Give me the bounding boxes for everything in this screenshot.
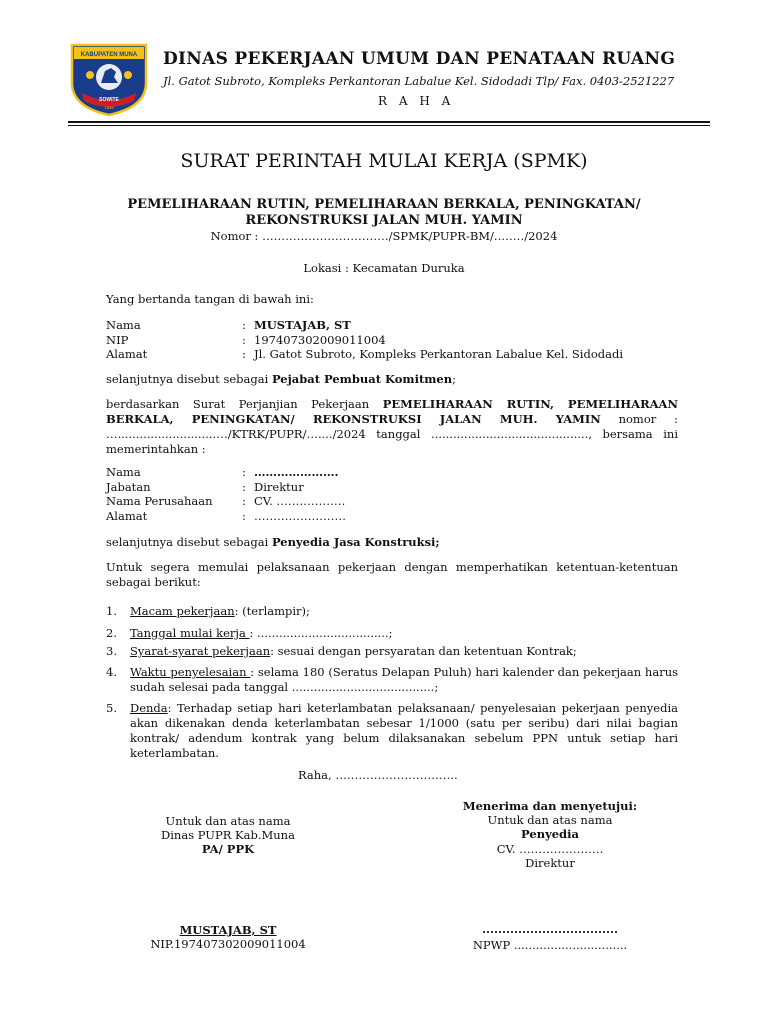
item-sep: :	[270, 644, 274, 658]
intro-text: Yang bertanda tangan di bawah ini:	[106, 292, 314, 306]
party1-nip-value: 197407302009011004	[254, 333, 386, 347]
party1-reference	[106, 372, 456, 387]
item-head: Macam pekerjaan	[130, 604, 235, 618]
sign-right-line3: CV. ………………….	[496, 842, 604, 856]
item-tanggal-mulai	[130, 626, 678, 641]
letterhead-rule-thick	[68, 121, 710, 123]
sign-right-line1: Untuk dan atas nama	[487, 813, 613, 827]
item-head: Syarat-syarat pekerjaan	[130, 644, 271, 658]
logo-bottom-text: SOWITE	[99, 97, 119, 103]
party2-name-label: Nama	[106, 465, 141, 479]
instruction-paragraph: Untuk segera memulai pelaksanaan pekerjaan dengan memperhatikan ketentuan-ketentuan sebagai berikut:	[106, 560, 678, 589]
item-text: ....................................;	[253, 626, 393, 640]
item-sep: :	[234, 604, 239, 618]
basis-contract-title: PEMELIHARAAN RUTIN, PEMELIHARAAN BERKALA, PENINGKATAN/ REKONSTRUKSI JALAN MUH. YAMIN	[106, 397, 678, 426]
sign-right-npwp: NPWP ...............................	[472, 938, 628, 952]
party2-company-value: CV. ………………	[254, 494, 346, 508]
sign-left-nip: NIP.197407302009011004	[150, 937, 306, 951]
item-text: selama 180 (Seratus Delapan Puluh) hari kalender dan pekerjaan harus sudah selesai pada tanggal .......................................;	[130, 665, 679, 694]
agency-address: Jl. Gatot Subroto, Kompleks Perkantoran Labalue Kel. Sidodadi Tlp/ Fax. 0403-2521227	[163, 74, 675, 88]
party1-address-value: Jl. Gatot Subroto, Kompleks Perkantoran Labalue Kel. Sidodadi	[254, 347, 624, 361]
sign-right-name: ..................................	[481, 922, 619, 936]
regency-logo	[68, 41, 150, 117]
sign-left-name: MUSTAJAB, ST	[179, 923, 277, 937]
item-head: Waktu penyelesaian	[130, 665, 251, 679]
sign-left-line2: Dinas PUPR Kab.Muna	[161, 828, 295, 842]
party2-company-label: Nama Perusahaan	[106, 494, 213, 508]
item-sep: :	[250, 665, 255, 679]
party2-role: Penyedia Jasa Konstruksi;	[271, 535, 440, 549]
item-number: 1.	[106, 604, 117, 618]
logo-top-text: KABUPATEN MUNA	[80, 52, 138, 58]
party2-name-value: ………………….	[254, 465, 339, 479]
item-syarat-pekerjaan	[130, 644, 678, 659]
subject-line-2: REKONSTRUKSI JALAN MUH. YAMIN	[245, 213, 523, 228]
regency-emblem-icon	[68, 41, 150, 117]
logo-year: 1959	[104, 105, 114, 110]
colon: :	[242, 347, 246, 361]
party1-name-value: MUSTAJAB, ST	[254, 318, 351, 332]
party1-ref-prefix: selanjutnya disebut sebagai	[106, 372, 272, 386]
basis-paragraph	[106, 397, 678, 457]
party1-nip-label: NIP	[106, 333, 129, 347]
item-number: 4.	[106, 665, 117, 679]
party2-position-label: Jabatan	[106, 480, 151, 494]
item-waktu-penyelesaian	[130, 665, 678, 695]
agency-name: DINAS PEKERJAAN UMUM DAN PENATAAN RUANG	[163, 49, 676, 69]
sign-right-head: Menerima dan menyetujui:	[462, 799, 638, 813]
item-text: (terlampir);	[238, 604, 310, 618]
document-title: SURAT PERINTAH MULAI KERJA (SPMK)	[180, 150, 588, 172]
party2-position-value: Direktur	[254, 480, 304, 494]
sign-right-line2: Penyedia	[521, 827, 579, 841]
colon: :	[242, 465, 246, 479]
party2-address-value: ……………………	[254, 509, 346, 523]
item-sep: :	[249, 626, 254, 640]
item-head: Tanggal mulai kerja	[130, 626, 250, 640]
item-text: sesuai dengan persyaratan dan ketentuan Kontrak;	[273, 644, 577, 658]
colon: :	[242, 480, 246, 494]
party1-ref-suffix: ;	[452, 372, 456, 386]
colon: :	[242, 509, 246, 523]
colon: :	[242, 318, 246, 332]
item-number: 2.	[106, 626, 117, 640]
document-number: Nomor : ……………………………/SPMK/PUPR-BM/..……/2024	[210, 229, 558, 243]
letterhead-rule-thin	[68, 125, 710, 126]
item-text: Terhadap setiap hari keterlambatan pelaksanaan/ penyelesaian pekerjaan penyedia akan dikenakan denda keterlambatan sebesar 1/1000 (satu per seribu) dari nilai bagian kontrak/ adendum kontrak yang belum dilaksanakan sebelum PPN untuk setiap hari keterlambatan.	[130, 701, 678, 760]
party2-address-label: Alamat	[106, 509, 148, 523]
place-date: Raha, …………………………..	[298, 768, 458, 782]
sign-left-line3: PA/ PPK	[201, 842, 255, 856]
basis-prefix: berdasarkan Surat Perjanjian Pekerjaan	[106, 397, 383, 411]
subject-line-1: PEMELIHARAAN RUTIN, PEMELIHARAAN BERKALA, PENINGKATAN/	[127, 197, 641, 212]
agency-city: R A H A	[378, 94, 455, 108]
party1-name-label: Nama	[106, 318, 141, 332]
basis-suffix: nomor : …...........................…/KTRK/PUPR/…..../2024 tanggal ..........................................., bersama ini memerintahkan :	[106, 412, 678, 456]
location: Lokasi : Kecamatan Duruka	[303, 261, 465, 275]
item-sep: :	[167, 701, 172, 715]
item-number: 5.	[106, 701, 117, 715]
colon: :	[242, 494, 246, 508]
item-macam-pekerjaan	[130, 604, 678, 619]
item-head: Denda	[130, 701, 168, 715]
party1-role: Pejabat Pembuat Komitmen	[271, 372, 453, 386]
party2-ref-prefix: selanjutnya disebut sebagai	[106, 535, 272, 549]
sign-left-line1: Untuk dan atas nama	[165, 814, 291, 828]
item-number: 3.	[106, 644, 117, 658]
sign-right-line4: Direktur	[525, 856, 575, 870]
party2-reference	[106, 535, 440, 550]
colon: :	[242, 333, 246, 347]
item-denda	[130, 701, 678, 761]
party1-address-label: Alamat	[106, 347, 148, 361]
